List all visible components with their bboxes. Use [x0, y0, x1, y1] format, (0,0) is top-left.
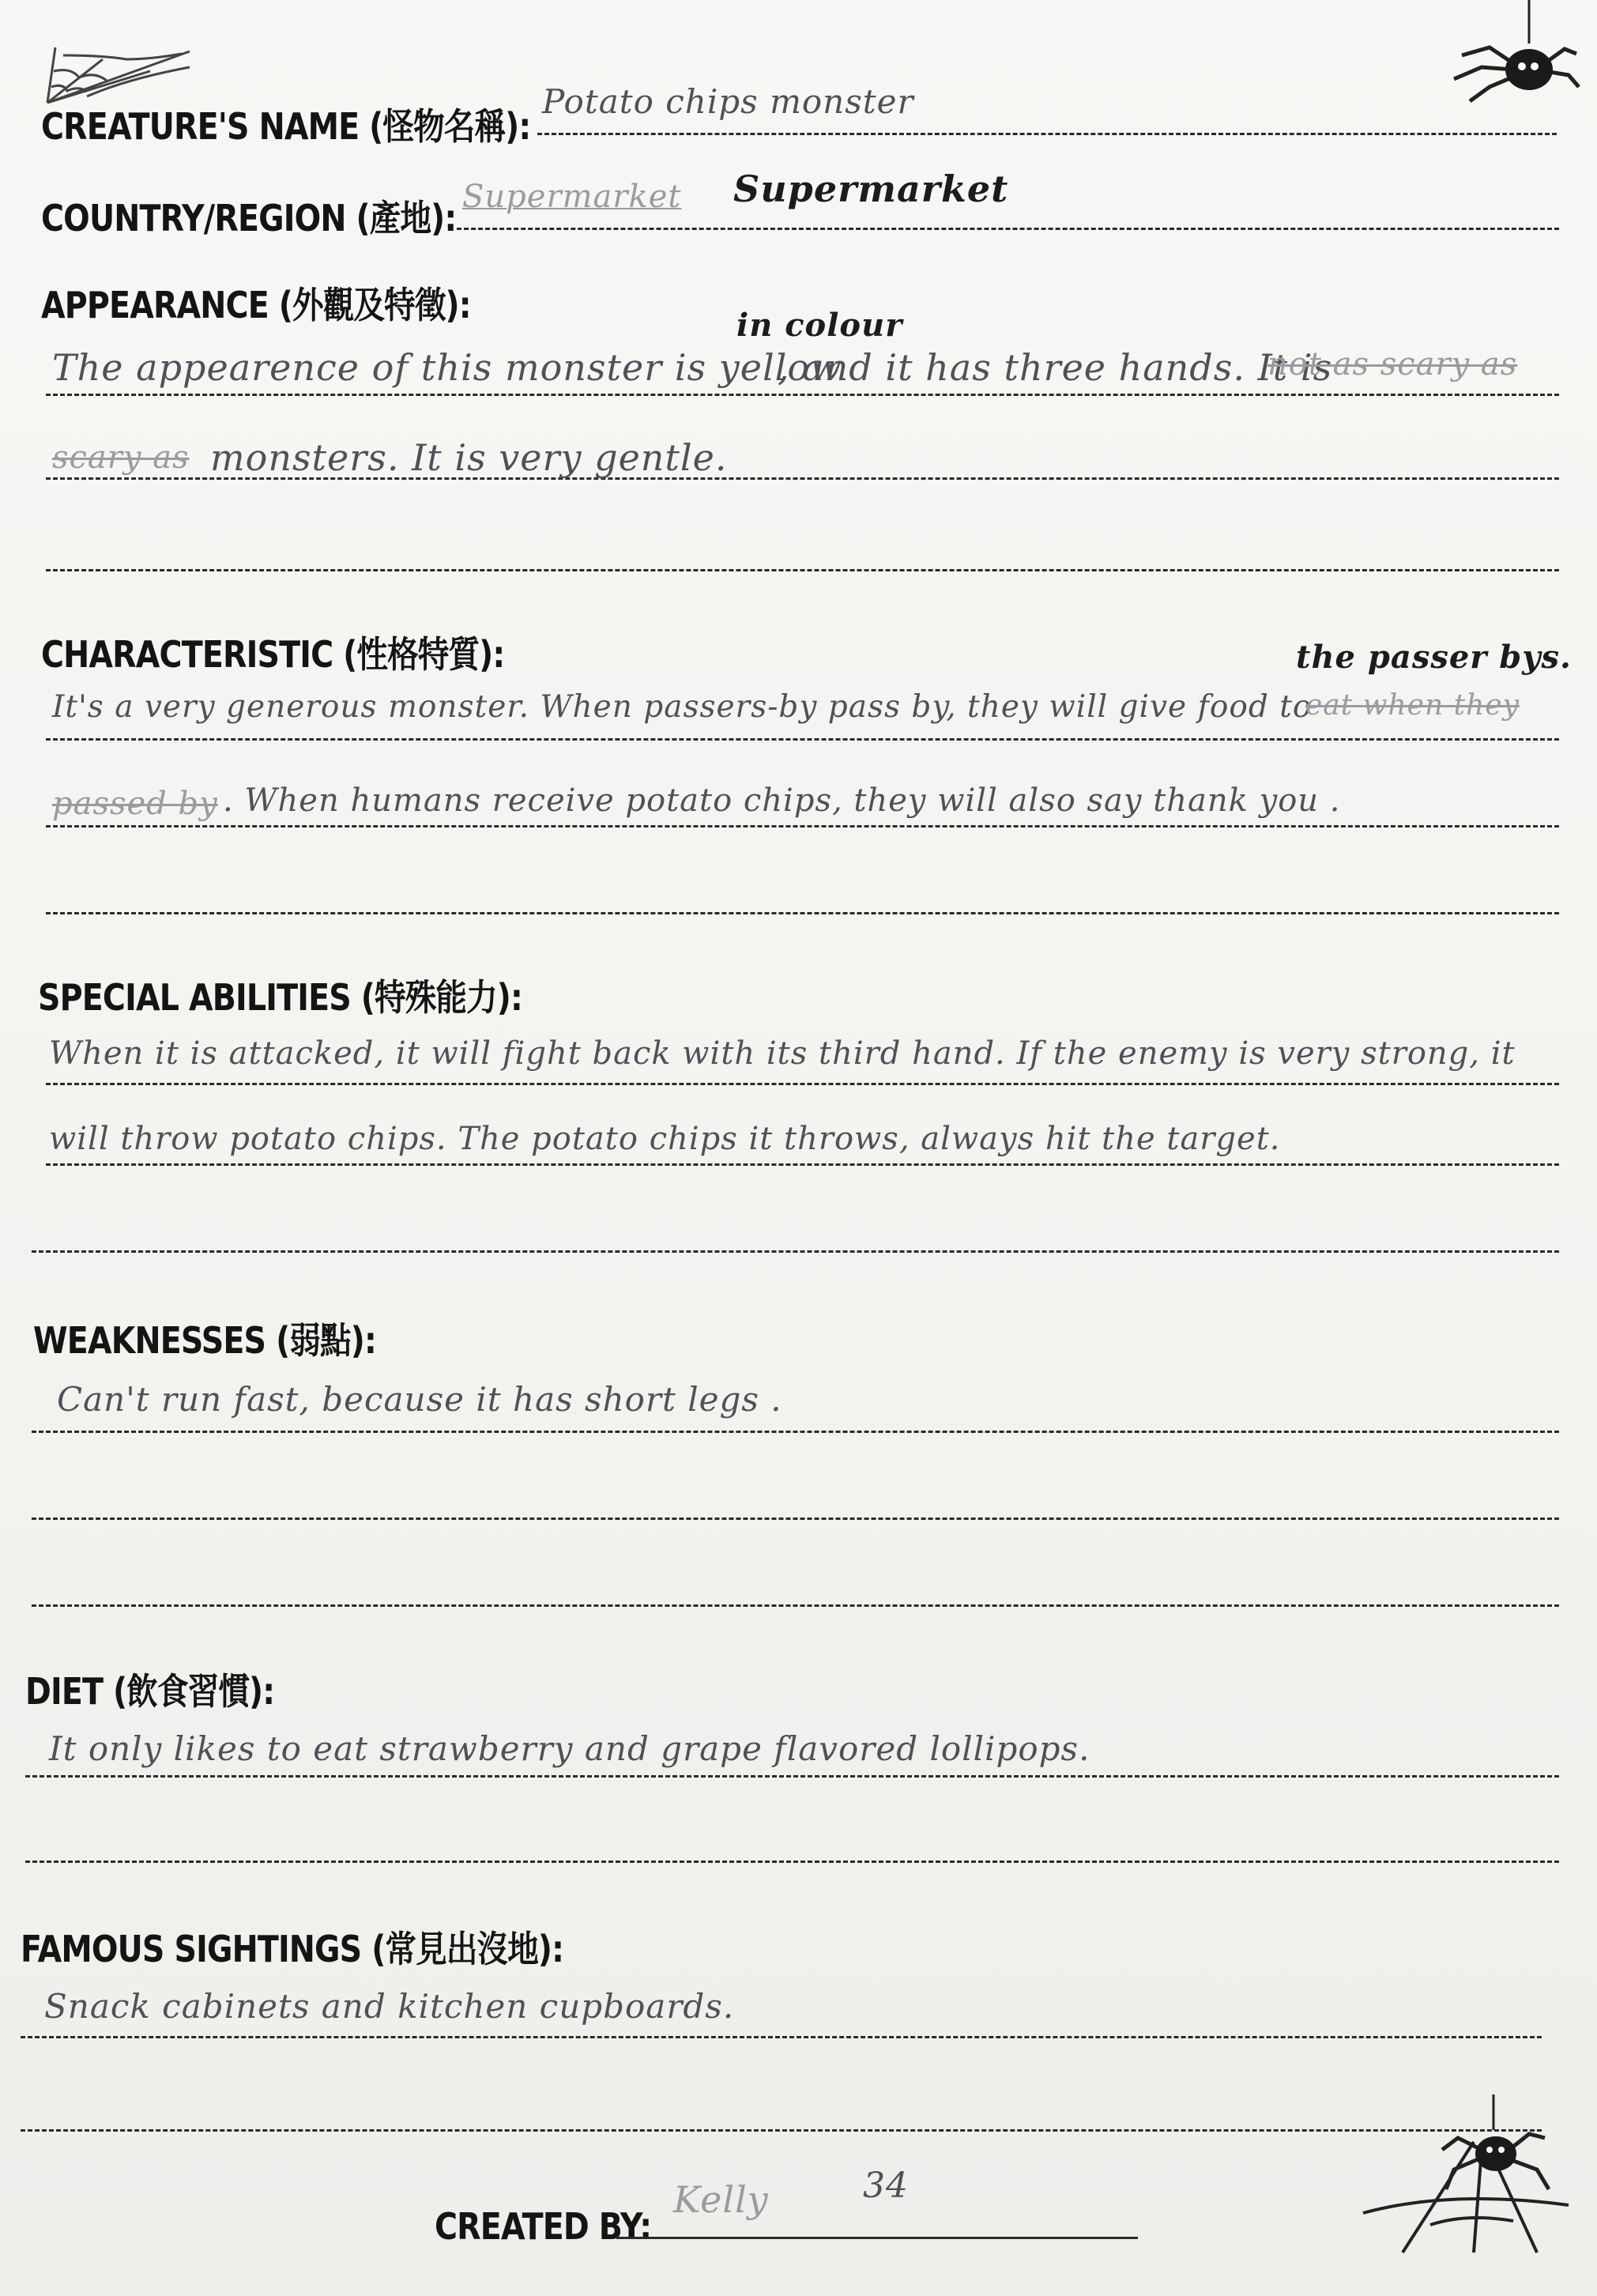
created-by-name: Kelly: [673, 2178, 769, 2221]
special-abilities-line-2: [46, 1163, 1559, 1166]
characteristic-text-1: It's a very generous monster. When passers-by pass by, they will give food to: [52, 689, 1313, 725]
appearance-line-1: [46, 394, 1559, 396]
diet-text-1: It only likes to eat strawberry and grape flavored lollipops.: [49, 1729, 1090, 1768]
spider-on-web-icon: [1355, 2094, 1576, 2260]
weaknesses-line-2: [32, 1517, 1559, 1520]
appearance-label: APPEARANCE (外觀及特徵):: [41, 284, 471, 326]
appearance-text-1b: , and it has three hands. It is: [778, 346, 1333, 389]
appearance-insert: in colour: [736, 307, 903, 344]
characteristic-text-2: . When humans receive potato chips, they will also say thank you .: [223, 782, 1341, 819]
characteristic-line-3: [46, 912, 1559, 914]
created-by-number: 34: [863, 2166, 909, 2206]
sightings-label: FAMOUS SIGHTINGS (常見出沒地):: [21, 1928, 564, 1970]
spider-icon: [1446, 0, 1580, 103]
created-by-line: [616, 2237, 1138, 2239]
appearance-text-1-struck: not as scary as: [1267, 346, 1518, 383]
special-abilities-line-1: [46, 1083, 1559, 1085]
appearance-text-2-struck: scary as: [52, 439, 190, 476]
creature-name-value: Potato chips monster: [542, 82, 914, 121]
special-abilities-text-2: will throw potato chips. The potato chips it throws, always hit the target.: [49, 1121, 1281, 1157]
appearance-text-2: monsters. It is very gentle.: [210, 436, 728, 479]
weaknesses-label: WEAKNESSES (弱點):: [33, 1319, 376, 1362]
characteristic-text-1-struck: eat when they: [1305, 689, 1520, 722]
country-line: [457, 228, 1559, 230]
diet-label: DIET (飲食習慣):: [25, 1670, 275, 1713]
country-label: COUNTRY/REGION (產地):: [41, 197, 457, 239]
weaknesses-line-1: [32, 1431, 1559, 1433]
sightings-text-1: Snack cabinets and kitchen cupboards.: [44, 1987, 735, 2026]
special-abilities-text-1: When it is attacked, it will fight back with its third hand. If the enemy is very strong, it: [49, 1035, 1516, 1072]
sightings-line-1: [21, 2036, 1542, 2038]
sightings-line-2: [21, 2129, 1542, 2132]
characteristic-insert: the passer bys.: [1296, 639, 1572, 676]
country-value: Supermarket: [733, 168, 1009, 210]
creature-name-label: CREATURE'S NAME (怪物名稱):: [41, 105, 531, 148]
special-abilities-label: SPECIAL ABILITIES (特殊能力):: [38, 976, 522, 1019]
characteristic-text-2-struck: passed by: [52, 786, 218, 822]
characteristic-label: CHARACTERISTIC (性格特質):: [41, 633, 505, 676]
created-by-label: CREATED BY:: [435, 2205, 652, 2248]
appearance-line-3: [46, 569, 1559, 571]
creature-name-line: [537, 133, 1557, 135]
characteristic-line-1: [46, 738, 1559, 741]
diet-line-2: [25, 1861, 1559, 1863]
diet-line-1: [25, 1775, 1559, 1778]
weaknesses-line-3: [32, 1604, 1559, 1607]
country-value-crossed: Supermarket: [462, 179, 682, 215]
special-abilities-line-3: [32, 1250, 1559, 1253]
appearance-text-1a: The appearence of this monster is yellow: [52, 346, 842, 389]
characteristic-line-2: [46, 825, 1559, 828]
weaknesses-text-1: Can't run fast, because it has short legs .: [57, 1380, 782, 1419]
